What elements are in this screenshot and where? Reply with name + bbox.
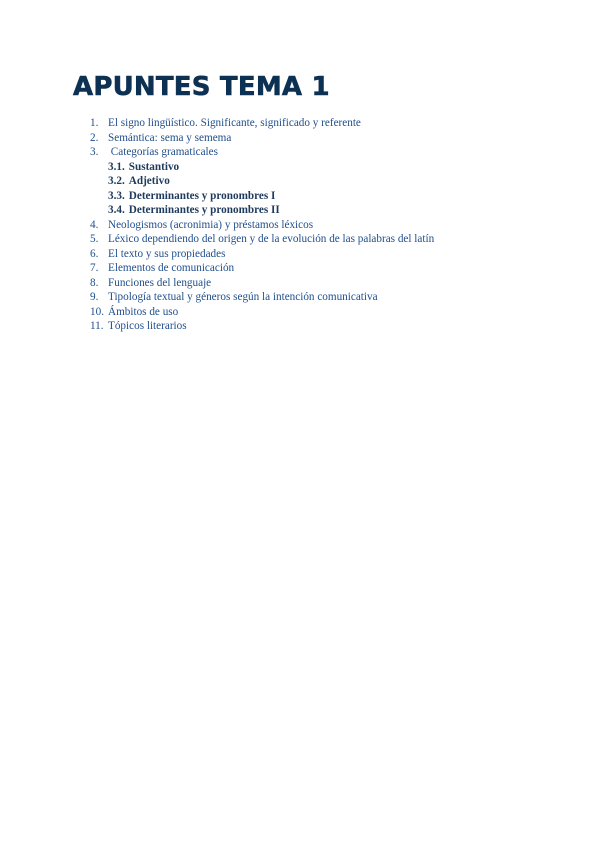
toc-item-number: 7.: [90, 262, 99, 274]
toc-item-label[interactable]: Tipología textual y géneros según la intención comunicativa: [108, 291, 378, 303]
toc-item-label[interactable]: El texto y sus propiedades: [108, 247, 226, 260]
page-title: APUNTES TEMA 1: [73, 72, 330, 102]
toc-item-label[interactable]: Neologismos (acronimia) y préstamos léxicos: [108, 218, 314, 231]
toc-item-number: 3.4.: [108, 204, 125, 216]
toc-item-label[interactable]: Determinantes y pronombres I: [128, 189, 276, 202]
toc-item-number: 3.3.: [108, 189, 125, 202]
toc-item-5[interactable]: [90, 232, 434, 247]
toc-item-label[interactable]: El signo lingüístico. Significante, significado y referente: [108, 117, 361, 129]
toc-item-number: 6.: [90, 247, 99, 260]
toc-subitem-3-2[interactable]: [90, 174, 434, 189]
toc-subitem-3-4[interactable]: [90, 203, 434, 218]
toc-item-label[interactable]: Funciones del lenguaje: [108, 276, 212, 289]
table-of-contents: [90, 116, 434, 334]
toc-item-9[interactable]: [90, 290, 434, 305]
toc-item-number: 3.2.: [108, 175, 125, 187]
toc-item-number: 10.: [90, 305, 104, 318]
toc-item-1[interactable]: [90, 116, 434, 131]
toc-item-label[interactable]: Ámbitos de uso: [108, 305, 179, 318]
toc-item-label[interactable]: Adjetivo: [128, 175, 170, 187]
toc-item-label[interactable]: Determinantes y pronombres II: [128, 204, 280, 216]
toc-item-label[interactable]: Sustantivo: [128, 160, 180, 173]
toc-item-2[interactable]: [90, 131, 434, 146]
toc-item-label[interactable]: Categorías gramaticales: [108, 146, 218, 158]
toc-item-number: 3.1.: [108, 160, 125, 173]
toc-item-10[interactable]: [90, 305, 434, 320]
toc-item-number: 11.: [90, 320, 104, 332]
toc-item-6[interactable]: [90, 247, 434, 262]
toc-subitem-3-3[interactable]: [90, 189, 434, 204]
toc-item-number: 2.: [90, 131, 99, 144]
toc-item-number: 5.: [90, 233, 99, 245]
toc-item-label[interactable]: Elementos de comunicación: [108, 262, 235, 274]
toc-item-label[interactable]: Léxico dependiendo del origen y de la evolución de las palabras del latín: [108, 233, 435, 245]
toc-item-label[interactable]: Semántica: sema y semema: [108, 131, 232, 144]
toc-item-number: 1.: [90, 117, 99, 129]
toc-item-number: 9.: [90, 291, 99, 303]
toc-item-7[interactable]: [90, 261, 434, 276]
toc-item-number: 4.: [90, 218, 99, 231]
toc-item-8[interactable]: [90, 276, 434, 291]
toc-subitem-3-1[interactable]: [90, 160, 434, 175]
toc-item-number: 3.: [90, 146, 99, 158]
toc-item-11[interactable]: [90, 319, 434, 334]
toc-item-4[interactable]: [90, 218, 434, 233]
toc-item-number: 8.: [90, 276, 99, 289]
toc-item-label[interactable]: Tópicos literarios: [108, 320, 187, 332]
toc-item-3[interactable]: [90, 145, 434, 160]
